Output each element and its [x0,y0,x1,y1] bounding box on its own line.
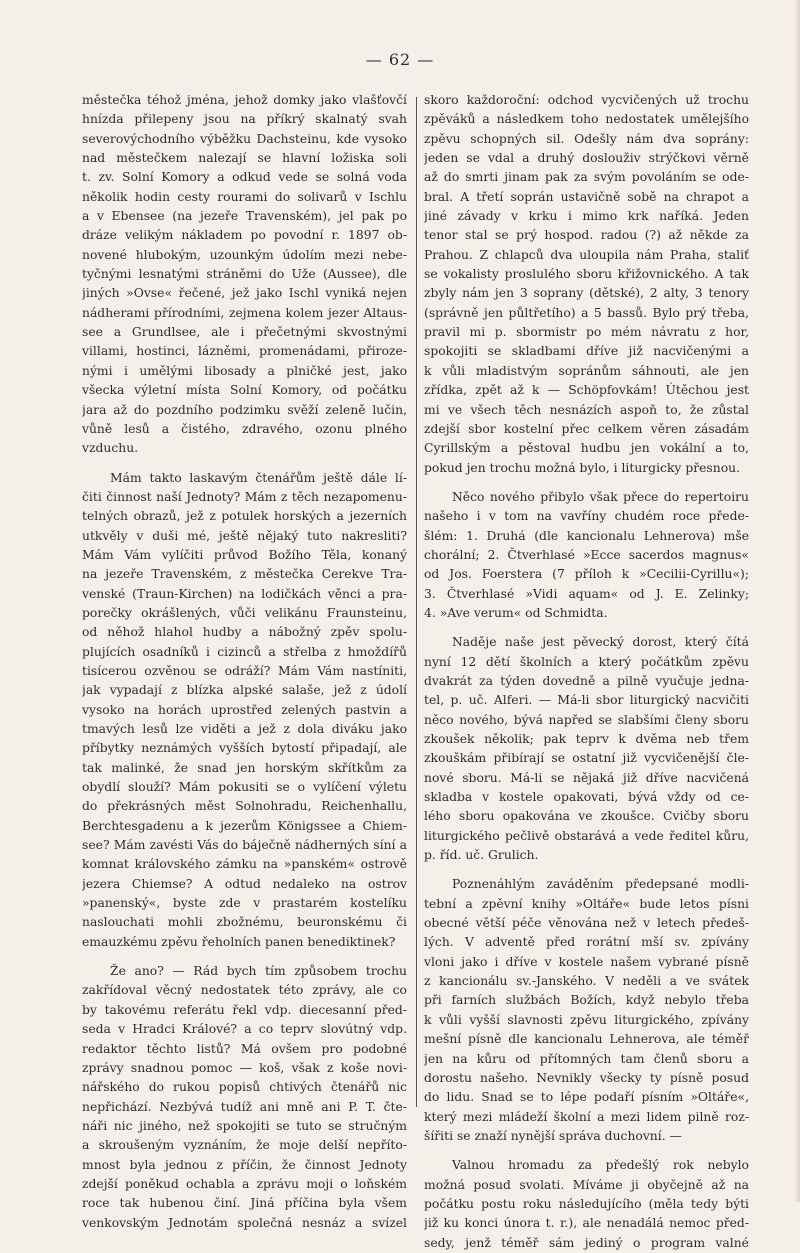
text-line: jak vypadají z blízka alpské salaše, jež z údolí [82,683,407,698]
text-line: bral. A třetí soprán ustavičně sobě na chrapot a [424,189,749,204]
text-line: tenor stal se prý hospod. radou (?) až někde za [424,228,749,243]
text-line: náři nic jiného, než spokojiti se tuto se stručným [82,1118,407,1133]
text-line: skladba v kostele opakovati, bývá vždy od ce- [424,790,749,805]
text-line: 3. Čtverhlasé »Vidi aquam« od J. E. Zelinky; [424,586,749,601]
text-line: seda v Hradci Králové? a co teprv slovútný vdp. [82,1022,407,1037]
paragraph [424,875,749,1146]
text-line: zpěváků a následkem toho nedostatek umělejšího [424,112,749,127]
paragraph [424,91,749,478]
text-line: novené hlubokým, uzounkým údolím mezi nebe- [82,247,407,262]
text-line: něco nového, bývá napřed se slabšími členy sboru [424,712,749,727]
text-line: t. zv. Solní Komory a odkud vede se solná voda [82,170,407,185]
text-line: městečka téhož jména, jehož domky jako vlašťovčí [82,93,407,107]
text-line: tak malinké, že snad jen horským skřítkům za [82,760,407,775]
text-line: tyčnými lesnatými stráněmi do Uže (Aussee), dle [82,267,407,282]
text-line: Berchtesgadenu a k jezerům Königssee a Chiem- [82,818,407,833]
text-line: Mám Vám vylíčiti průvod Božího Těla, konaný [82,547,407,562]
text-line: při farních službách Božích, když nebylo třeba [424,993,749,1008]
paragraph [82,962,407,1233]
text-line: jeden se vdal a druhý doslouživ strýčkovi věrně [424,151,749,166]
text-line: telných obrazů, jež z potulek horských a jezerních [82,509,407,524]
text-line: villami, hostinci, lázněmi, promenádami, přiroze- [82,344,407,359]
paragraph-gap [424,1146,749,1156]
text-line: mnost byla jednou z příčin, že činnost Jednoty [82,1157,407,1172]
paragraph [424,488,749,623]
paragraph [424,1156,749,1253]
text-line: šlém: 1. Druhá (dle kancionalu Lehnerova) mše [424,528,749,543]
text-line: severovýchodního výběžku Dachsteinu, kde vysoko [82,131,407,146]
text-line: který mezi mládeží školní a mezi lidem pilně roz- [424,1109,749,1124]
text-line: obydlí slouží? Mám pokusiti se o vylíčení výletu [82,780,407,795]
text-line: příbytky neznámých vyšších bytostí připadají, ale [82,741,407,756]
text-line: a v Ebensee (na jezeře Travenském), jel pak po [82,209,407,224]
text-line: redaktor těchto listů? Má ovšem pro podobné [82,1041,407,1056]
column-divider [416,97,417,1107]
text-line: dráze velikým nákladem po povodní r. 1897 ob- [82,228,407,243]
text-line: jen na kůru od přítomných tam členů sboru a [424,1051,749,1066]
paragraph [82,469,407,953]
text-line: vloni jako i dříve v kostele našem vybrané písně [424,954,749,969]
text-line: od Jos. Foerstera (7 příloh k »Cecilii-Cyrillu«); [424,567,749,582]
text-line: Valnou hromadu za předešlý rok nebylo [452,1158,749,1173]
text-line: by takovému referátu řekl vdp. diecesanní před- [82,1002,407,1017]
text-line: roce tak hubenou činí. Jiná příčina byla všem [82,1196,407,1211]
text-line: nádherami přírodními, zejmena kolem jezer Altaus- [82,305,407,320]
text-line: zbyly nám jen 3 soprany (dětské), 2 alty, 3 tenory [424,286,749,301]
text-line: »panenský«, byste zde v prastarém kostelíku [82,896,407,911]
text-line: Že ano? — Rád bych tím způsobem trochu [110,964,407,979]
text-line: plujících osadníků i cizinců a střelba z hmoždířů [82,644,407,659]
text-line: tel, p. uč. Alferi. — Má-li sbor liturgický nacvičiti [424,693,749,708]
paragraph [424,633,749,865]
text-line: nářského do rukou popisů chtivých čtenářů nic [82,1080,407,1095]
page-number: — 62 — [365,50,435,69]
text-line: zkoušek několik; pak teprv k dvěma neb třem [424,732,749,746]
page-edge-shadow [794,0,800,1202]
text-line: všecka výletní místa Solní Komory, od počátku [82,383,407,398]
paragraph-gap [424,623,749,633]
text-line: p. říd. uč. Grulich. [424,848,539,863]
text-line: zprávy snadnou pomoc — koš, však z koše novi- [82,1060,407,1075]
text-line: Prahou. Z chlapců dva uloupila nám Praha, staliť [424,247,749,262]
text-line: Naděje naše jest pěvecký dorost, který čítá [452,635,749,650]
text-line: do překrásných měst Solnohradu, Reichenhallu, [82,799,407,814]
text-line: zpěvu schopných sil. Odešly nám dva soprány: [424,131,749,146]
text-line: několik hodin cesty rourami do solivarů v Ischlu [82,189,407,204]
text-line: do lidu. Snad se to lépe podaří písním »Oltáře«, [424,1090,749,1105]
text-line: see a Grundlsee, ale i přečetnými skvostnými [82,325,407,340]
text-line: dvakrát za týden dovedně a pilně vyučuje jedna- [424,673,749,688]
text-line: již ku konci února t. r.), ale nenadálá nemoc před- [424,1216,749,1231]
left-column [82,91,407,1233]
text-line: naslouchati mohli zbožnému, beuronskému či [82,915,407,930]
text-line: Něco nového přibylo však přece do repertoiru [452,489,749,504]
text-line: na jezeře Travenském, z městečka Cerekve Tra- [82,567,407,582]
text-line: 4. »Ave verum« od Schmidta. [424,605,608,620]
text-line: tební a zpěvní knihy »Oltáře« bude letos písni [424,896,749,911]
paragraph-gap [82,459,407,469]
text-line: chorální; 2. Čtverhlasé »Ecce sacerdos magnus« [424,547,749,562]
text-line: utkvěly v duši mé, ještě nějaký tuto nakresliti? [82,528,407,543]
text-line: čiti činnost naší Jednoty? Mám z těch nezapomenu- [82,489,407,504]
text-line: vzduchu. [82,441,139,456]
text-line: Cyrillským a pěstoval hudbu jen vokální a to, [424,441,749,456]
text-line: pravil mi p. sbormistr po mém návratu z hor, [424,325,749,340]
text-line: mi ve všech těch nesnázích aspoň to, že zůstal [424,402,749,417]
text-line: (správně jen půltřetího) a 5 bassů. Bylo prý třeba, [424,305,749,320]
text-line: dorostu našeho. Nevnikly všecky ty písně posud [424,1070,749,1085]
paragraph-gap [424,478,749,488]
text-line: šířiti se znaží nynější správa duchovní. — [424,1128,682,1143]
text-line: zřídka, zpět až k — Schöpfovkám! Útěchou jest [424,383,749,398]
text-line: nové sboru. Má-li se nějaká již dříve nacvičená [424,770,749,785]
text-line: porečky okrášlených, vůči velikánu Fraunsteinu, [82,605,407,620]
text-line: vůně lesů a čistého, zdravého, ozonu plného [82,421,407,436]
text-line: Poznenáhlým zaváděním předepsané modli- [452,877,749,892]
text-line: se vokalisty proslulého sboru křižovnického. A tak [424,267,749,282]
text-line: jara až do pozdního podzimku svěží zeleně lučin, [82,402,407,417]
text-line: až do smrti jinam pak za svým povoláním se ode- [424,170,749,185]
text-line: mešní písně dle kancionalu Lehnerova, ale téměř [424,1032,749,1047]
text-line: lých. V adventě před rorátní mší sv. zpívány [424,935,749,950]
text-line: nými i umělými libosady a plničké jest, jako [82,363,407,378]
text-line: zkouškám přibírají se ostatní již vycvičenější čle- [424,751,749,766]
paragraph-gap [424,865,749,875]
paragraph-gap [82,952,407,962]
right-column [424,91,749,1253]
text-line: jiné závady v krku i mimo krk naříká. Jeden [424,209,749,224]
text-line: komnat královského zámku na »panském« ostrově [82,857,407,872]
text-line: venské (Traun-Kirchen) na lodičkách věnci a pra- [82,586,407,601]
text-line: skoro každoroční: odchod vycvičených už trochu [424,93,749,107]
text-line: od něhož hlahol hudby a nábožný zpěv spolu- [82,625,407,640]
text-line: spokojiti se skladbami dříve již nacvičenými a [424,344,749,359]
text-line: liturgického pečlivě obstarává a vede ředitel kůru, [424,828,749,843]
text-line: lého sboru opakována ve zkoušce. Cvičby sboru [424,809,749,824]
text-line: zdejší poněkud ochabla a zprávu moji o loňském [82,1176,407,1191]
text-line: počátku postu roku následujícího (měla tedy býti [424,1196,749,1211]
text-line: možná posud svolati. Míváme ji obyčejně až na [424,1177,749,1192]
text-line: see? Mám zavésti Vás do báječně nádherných síní a [82,838,407,853]
text-line: nad městečkem nalezají se hlavní ložiska soli [82,151,407,166]
text-line: emauzkému zpěvu řeholních panen benediktinek? [82,934,396,949]
text-line: nepřichází. Nezbývá tudíž ani mně ani P. T. čte- [82,1099,407,1114]
text-line: jezera Chiemse? A odtud nedaleko na ostrov [82,876,407,891]
text-line: jiných »Ovse« řečené, jež jako Ischl vyniká nejen [82,286,407,301]
text-line: obecné větší péče věnována než v letech předeš- [424,916,749,931]
paragraph [82,91,407,459]
text-line: zakřídoval věcný nedostatek této zprávy, ale co [82,983,407,998]
text-line: sedy, jenž téměř sám jediný o program valné [424,1235,749,1250]
text-line: k vůli mladistvým sopránům sáhnouti, ale jen [424,363,749,378]
text-line: našeho i v tom na vavříny chudém roce přede- [424,509,749,524]
text-line: k vůli vyšší slavnosti zpěvu liturgického, zpívány [424,1012,749,1027]
text-line: Mám takto laskavým čtenářům ještě dále lí- [110,470,407,485]
text-line: nyní 12 dětí školních a který počátkům zpěvu [424,654,749,669]
text-line: vysoko na horách uprostřed zelených pastvin a [82,702,407,717]
text-line: zdejší sbor kostelní přec celkem věren zásadám [424,421,749,436]
text-line: venkovským Jednotám společná nesnáz a svízel [82,1215,407,1230]
text-line: tisícerou ozvěnou se odráží? Mám Vám nastíniti, [82,663,407,678]
text-line: pokud jen trochu možná bylo, i liturgicky přesnou. [424,460,741,475]
text-line: z kancionálu sv.-Janského. V neděli a ve svátek [424,974,749,989]
text-line: hnízda přilepeny jsou na příkrý skalnatý svah [82,112,407,127]
text-line: a skroušeným vyznáním, že moje delší nepříto- [82,1138,407,1153]
text-line: tmavých lesů lze viděti a jež z dola diváku jako [82,722,407,736]
